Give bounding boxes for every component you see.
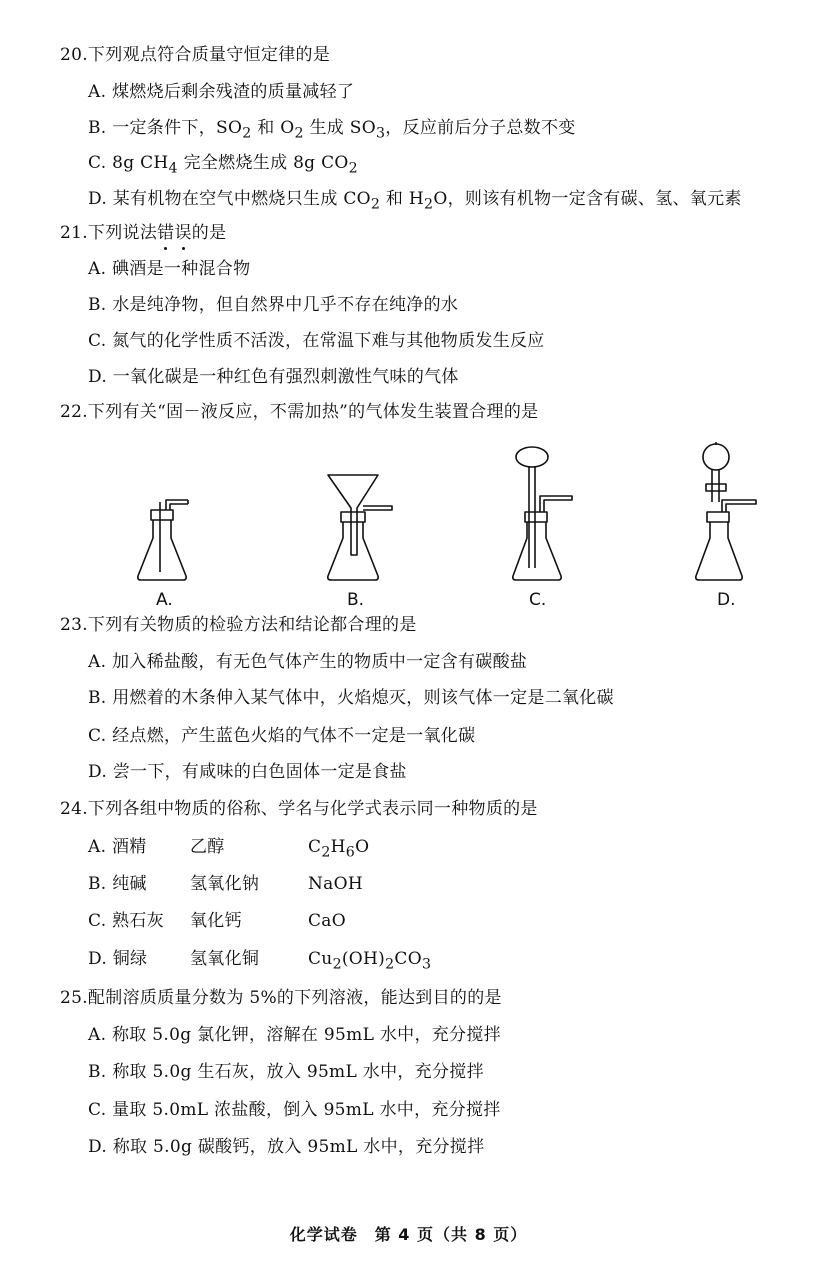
apparatus-label-a: A.: [156, 590, 173, 610]
question-25-stem: 25.配制溶质质量分数为 5%的下列溶液，能达到目的的是: [60, 988, 502, 1008]
question-24-option-d: D. 铜绿 氢氧化铜 $Cu_2(OH)_2CO_3$: [88, 949, 432, 973]
apparatus-a: [138, 500, 188, 580]
question-21-option-a: A. 碘酒是一种混合物: [88, 259, 251, 279]
gas-generator-apparatus-figure: [0, 440, 817, 620]
question-23-stem: 23.下列有关物质的检验方法和结论都合理的是: [60, 615, 417, 635]
emphasis-dot-char: 误: [174, 223, 192, 243]
question-22-stem: 22.下列有关“固－液反应，不需加热”的气体发生装置合理的是: [60, 402, 539, 422]
question-24-option-b: B. 纯碱 氢氧化钠 NaOH: [88, 874, 363, 894]
question-20-option-a: A. 煤燃烧后剩余残渣的质量减轻了: [88, 82, 355, 102]
question-21-option-b: B. 水是纯净物，但自然界中几乎不存在纯净的水: [88, 295, 459, 315]
apparatus-label-c: C.: [529, 590, 547, 610]
apparatus-label-b: B.: [347, 590, 365, 610]
question-24-option-c: C. 熟石灰 氧化钙 CaO: [88, 911, 346, 931]
question-20-option-b: B. 一定条件下，$SO_2$ 和 $O_2$ 生成 $SO_3$，反应前后分子总数不变: [88, 118, 576, 142]
apparatus-d: [696, 442, 756, 580]
question-20-option-d: D. 某有机物在空气中燃烧只生成 $CO_2$ 和 $H_2O$，则该有机物一定含有碳、氢、氧元素: [88, 189, 742, 213]
question-21-option-d: D. 一氧化碳是一种红色有强烈刺激性气味的气体: [88, 367, 459, 387]
emphasis-dot-char: 错: [157, 223, 175, 243]
question-23-option-d: D. 尝一下，有咸味的白色固体一定是食盐: [88, 762, 407, 782]
question-20-stem: 20.下列观点符合质量守恒定律的是: [60, 45, 331, 65]
question-24-stem: 24.下列各组中物质的俗称、学名与化学式表示同一种物质的是: [60, 799, 538, 819]
apparatus-c: [513, 447, 572, 580]
apparatus-b: [328, 475, 392, 580]
question-25-option-c: C. 量取 5.0mL 浓盐酸，倒入 95mL 水中，充分搅拌: [88, 1100, 501, 1120]
question-25-option-b: B. 称取 5.0g 生石灰，放入 95mL 水中，充分搅拌: [88, 1062, 484, 1082]
page-footer: 化学试卷 第 4 页（共 8 页）: [289, 1225, 528, 1244]
question-24-option-a: A. 酒精 乙醇 $C_2H_6O$: [88, 837, 370, 861]
question-23-option-b: B. 用燃着的木条伸入某气体中，火焰熄灭，则该气体一定是二氧化碳: [88, 688, 614, 708]
question-21-option-c: C. 氮气的化学性质不活泼，在常温下难与其他物质发生反应: [88, 331, 545, 351]
question-21-stem: 21.下列说法错误的是: [60, 223, 227, 243]
question-23-option-a: A. 加入稀盐酸，有无色气体产生的物质中一定含有碳酸盐: [88, 652, 528, 672]
question-23-option-c: C. 经点燃，产生蓝色火焰的气体不一定是一氧化碳: [88, 726, 476, 746]
question-25-option-d: D. 称取 5.0g 碳酸钙，放入 95mL 水中，充分搅拌: [88, 1137, 485, 1157]
question-25-option-a: A. 称取 5.0g 氯化钾，溶解在 95mL 水中，充分搅拌: [88, 1025, 501, 1045]
apparatus-label-d: D.: [717, 590, 736, 610]
question-20-option-c: C. 8g $CH_4$ 完全燃烧生成 8g $CO_2$: [88, 153, 358, 177]
